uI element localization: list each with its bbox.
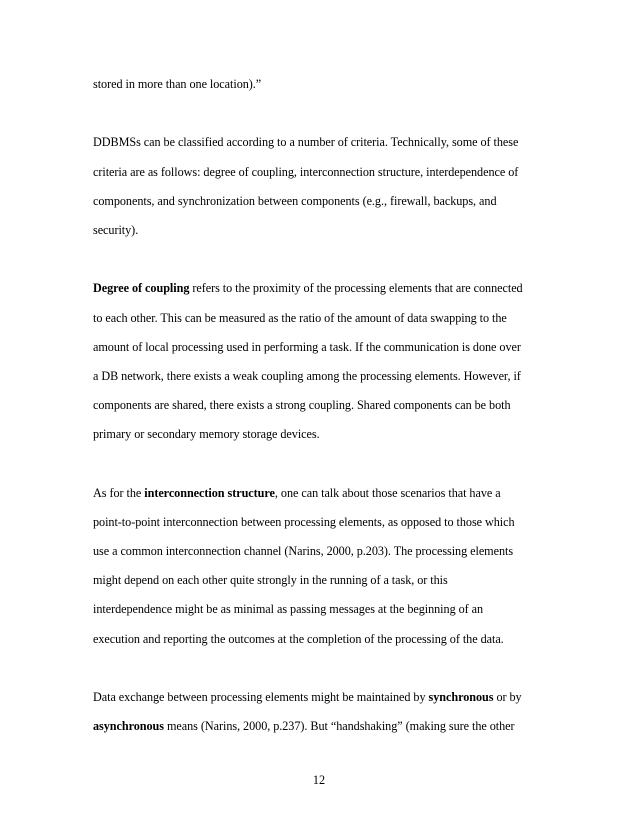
text-line: amount of local processing used in performing a task. If the communication is done over	[93, 339, 521, 354]
paragraph-gap	[93, 449, 553, 478]
text-run: , one can talk about those scenarios that have a	[274, 485, 501, 500]
bold-term: interconnection structure	[144, 485, 275, 500]
text-line	[93, 683, 553, 712]
bold-term: asynchronous	[93, 719, 164, 734]
text-line: interdependence might be as minimal as passing messages at the beginning of an	[93, 602, 484, 617]
paragraph-continuation	[93, 70, 553, 99]
document-body	[93, 70, 553, 741]
text-line: primary or secondary memory storage devices.	[93, 427, 320, 442]
paragraph-data-exchange	[93, 683, 553, 741]
bold-term: Degree of coupling	[93, 281, 190, 296]
text-line: to each other. This can be measured as the ratio of the amount of data swapping to the	[93, 310, 507, 325]
text-line	[93, 712, 553, 741]
text-line: stored in more than one location).”	[93, 77, 262, 91]
text-run: refers to the proximity of the processing elements that are connected	[189, 281, 523, 296]
text-line: a DB network, there exists a weak coupling among the processing elements. However, if	[93, 368, 521, 383]
text-line: DDBMSs can be classified according to a number of criteria. Technically, some of these	[93, 135, 519, 150]
text-run: Data exchange between processing elements might be maintained by	[93, 689, 429, 704]
text-run: As for the	[93, 485, 145, 500]
text-line: point-to-point interconnection between processing elements, as opposed to those which	[93, 514, 515, 529]
paragraph-gap	[93, 654, 553, 683]
paragraph-degree-of-coupling	[93, 274, 553, 449]
paragraph-gap	[93, 245, 553, 274]
text-line	[93, 274, 553, 303]
text-line: security).	[93, 222, 139, 237]
text-line	[93, 479, 553, 508]
bold-term: synchronous	[428, 689, 494, 704]
paragraph-gap	[93, 99, 553, 128]
page-number: 12	[312, 773, 326, 787]
text-line: criteria are as follows: degree of coupling, interconnection structure, interdependence of	[93, 164, 519, 179]
text-run: means (Narins, 2000, p.237). But “handshaking” (making sure the other	[163, 719, 515, 734]
paragraph-interconnection-structure	[93, 479, 553, 654]
text-line: might depend on each other quite strongly in the running of a task, or this	[93, 573, 448, 588]
text-line: execution and reporting the outcomes at the completion of the processing of the data.	[93, 631, 504, 646]
text-line: use a common interconnection channel (Narins, 2000, p.203). The processing elements	[93, 544, 514, 558]
paragraph-classification	[93, 128, 553, 245]
text-line: components are shared, there exists a strong coupling. Shared components can be both	[93, 398, 511, 413]
text-line: components, and synchronization between components (e.g., firewall, backups, and	[93, 193, 497, 208]
text-run: or by	[493, 689, 522, 704]
